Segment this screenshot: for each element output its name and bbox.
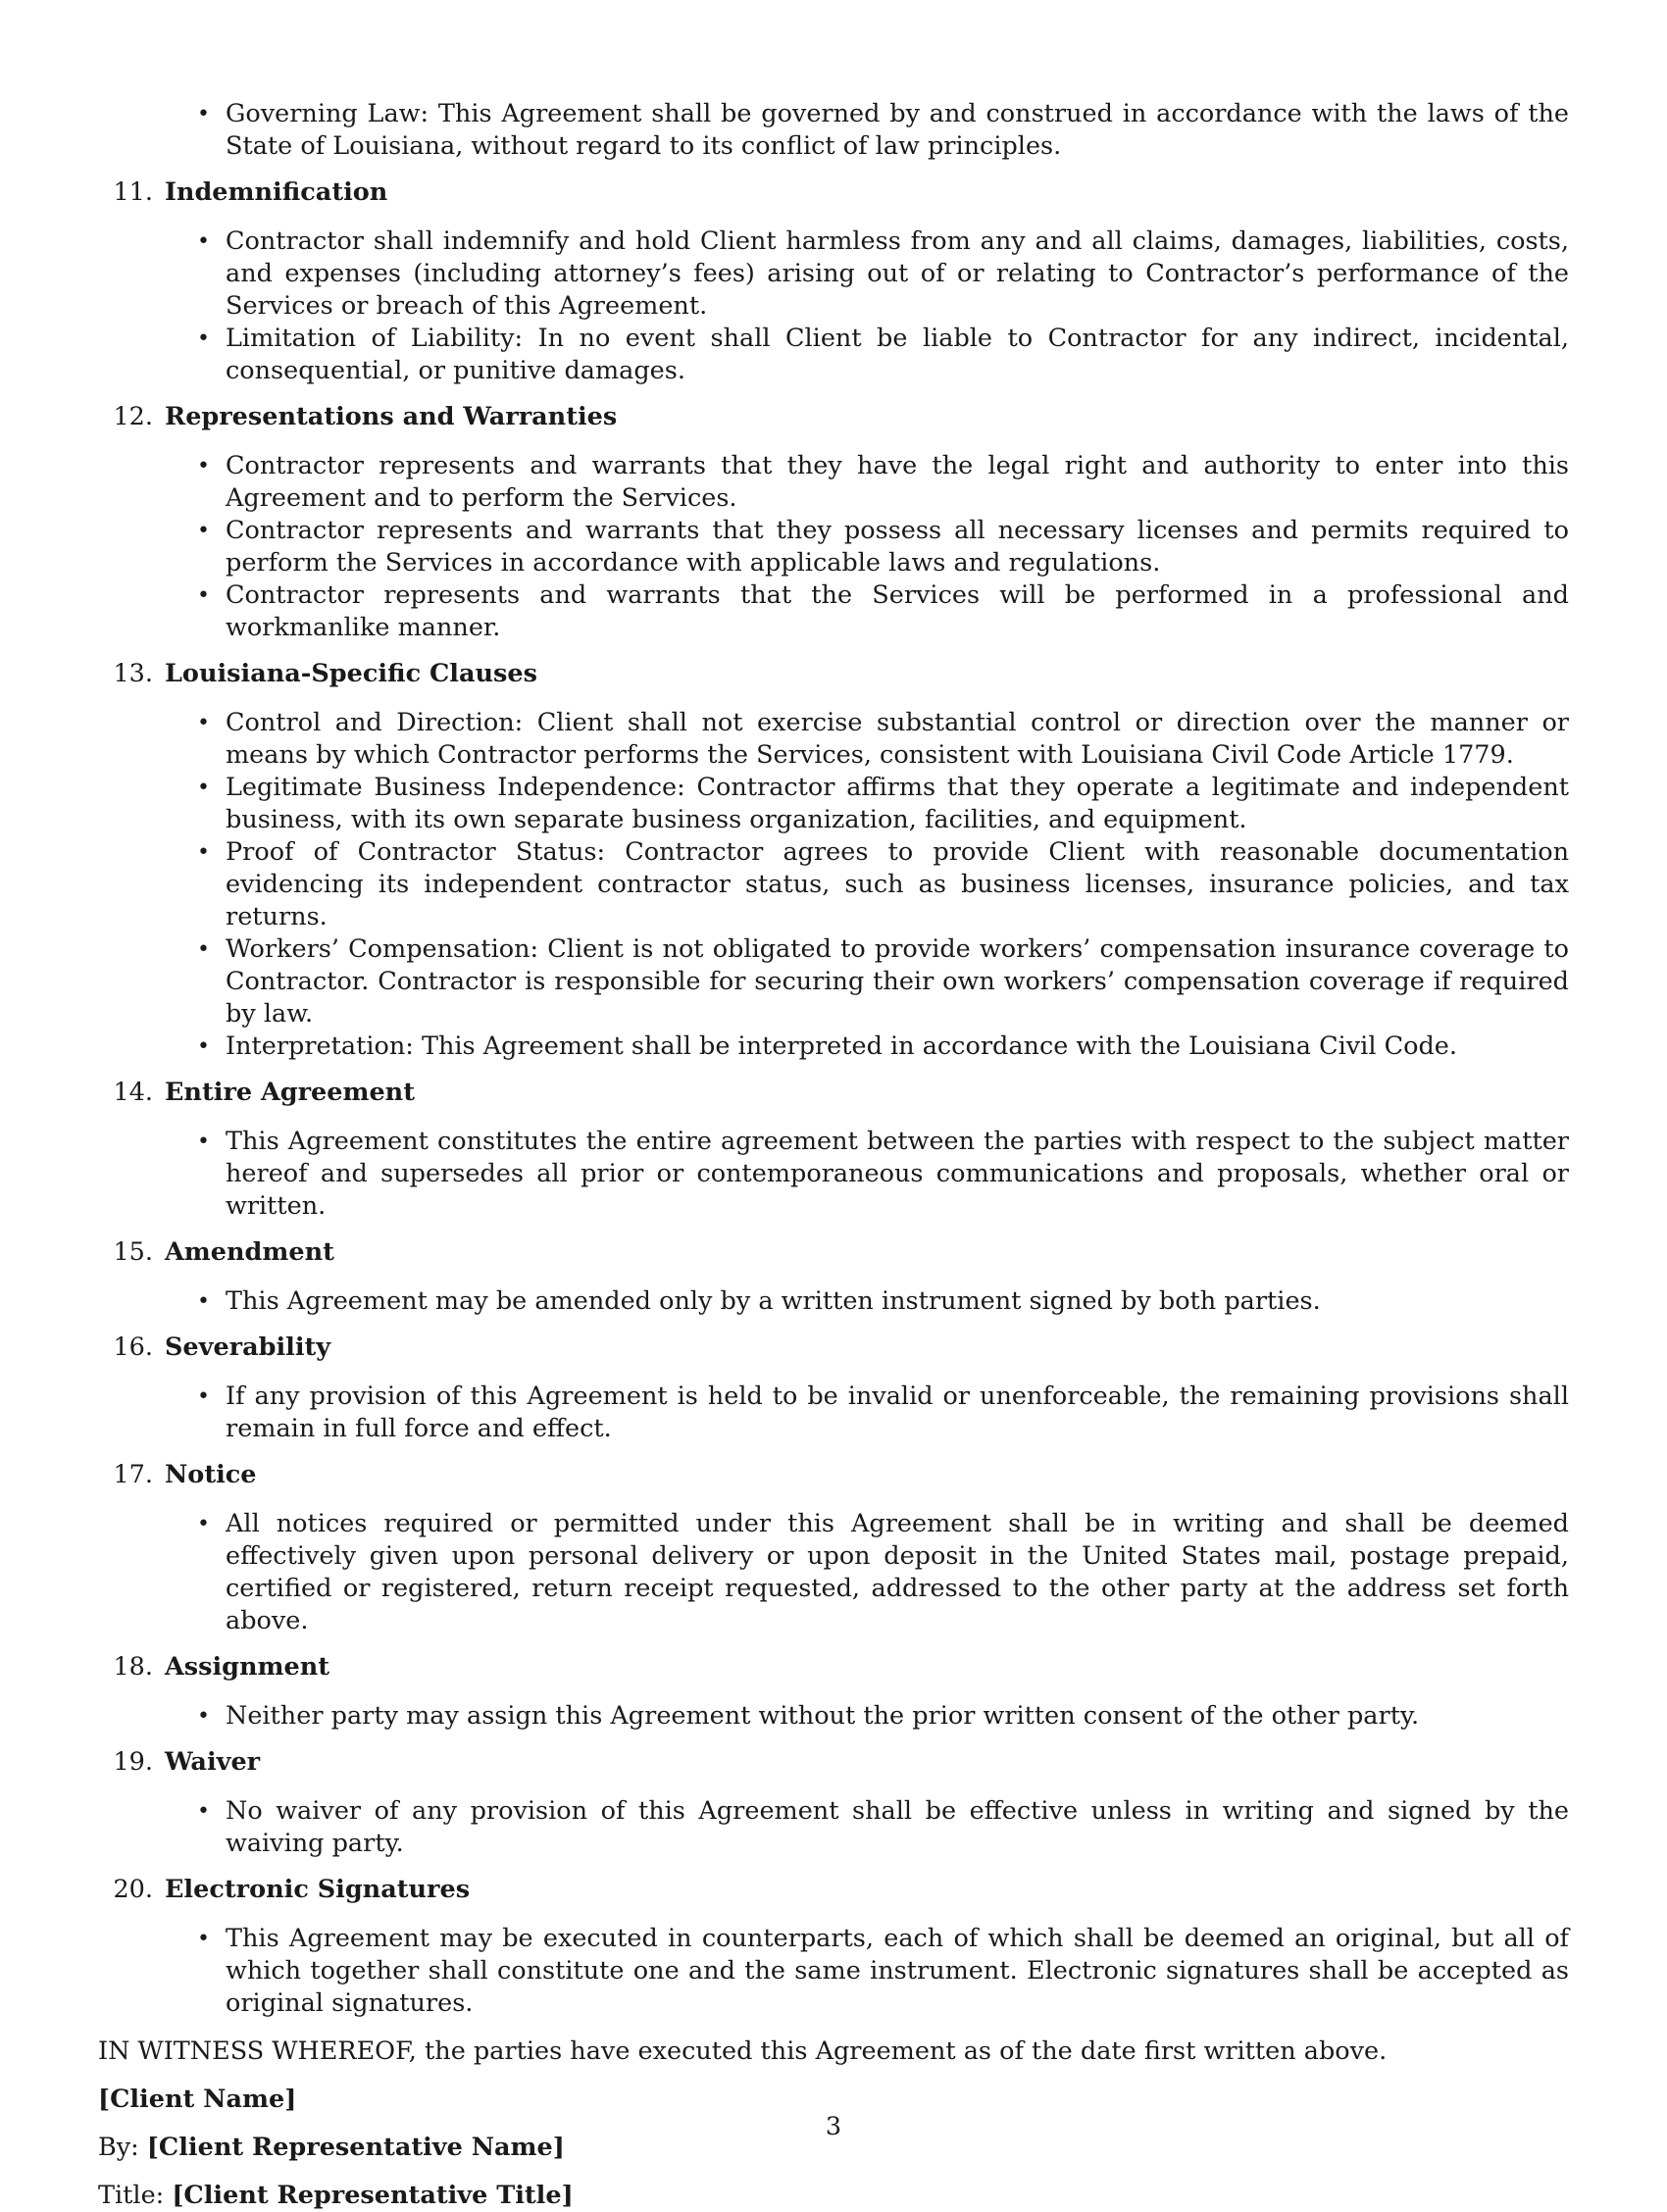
bullet-text: Control and Direction: Client shall not exercise substantial control or direction over the manner or means by which Contractor performs the Services, consistent with Louisiana Civil Code Article 1779. [226,708,1569,770]
list-item [197,1923,1569,2020]
bullet-text: Contractor represents and warrants that the Services will be performed in a professional and workmanlike manner. [226,580,1569,642]
list-item [197,1508,1569,1637]
section [98,1651,1569,1733]
bullet-icon: • [197,519,210,543]
section-heading [98,1077,1569,1109]
list-item [197,450,1569,515]
bullet-text: Legitimate Business Independence: Contractor affirms that they operate a legitimate and independent business, with its own separate business organization, facilities, and equipment. [226,773,1569,834]
bullet-text: Neither party may assign this Agreement without the prior written consent of the other party. [226,1701,1420,1731]
list-item [197,1795,1569,1860]
section-heading [98,1332,1569,1364]
bullet-list [197,1381,1569,1445]
section-title: Amendment [165,1237,334,1267]
section [98,1874,1569,2020]
bullet-icon: • [197,1130,210,1154]
bullet-icon: • [197,327,210,351]
section-number: 19. [113,1747,153,1777]
document-body [98,98,1569,2212]
section-number: 13. [113,659,153,688]
list-item [197,707,1569,772]
list-item [197,1381,1569,1445]
bullet-list [197,1126,1569,1223]
bullet-list [197,1923,1569,2020]
bullet-list [197,1285,1569,1318]
intro-bullet-list [197,98,1569,163]
list-item [197,98,1569,163]
bullet-icon: • [197,583,210,608]
bullet-icon: • [197,454,210,478]
rep-title-placeholder: [Client Representative Title] [172,2181,574,2210]
section [98,401,1569,644]
section [98,1236,1569,1318]
section-title: Entire Agreement [165,1078,415,1107]
list-item [197,1126,1569,1223]
bullet-text: Limitation of Liability: In no event shall Client be liable to Contractor for any indirect, incidental, consequential, or punitive damages. [226,324,1569,385]
list-item [197,1285,1569,1318]
section [98,176,1569,387]
section-number: 20. [113,1875,153,1904]
list-item [197,515,1569,579]
bullet-list [197,1700,1569,1733]
section-title: Electronic Signatures [165,1875,471,1904]
bullet-icon: • [197,1927,210,1951]
list-item [197,1700,1569,1733]
section-number: 14. [113,1078,153,1107]
bullet-icon: • [197,102,210,126]
list-item [197,226,1569,323]
title-label: Title: [98,2181,165,2210]
bullet-icon: • [197,711,210,735]
section-heading [98,1746,1569,1779]
section-number: 17. [113,1460,153,1489]
bullet-icon: • [197,840,210,865]
bullet-text: This Agreement may be amended only by a written instrument signed by both parties. [226,1286,1321,1316]
list-item [197,772,1569,836]
bullet-text: Contractor represents and warrants that they possess all necessary licenses and permits required to perform the Services in accordance with applicable laws and regulations. [226,516,1569,578]
section-heading [98,1874,1569,1906]
closing-statement: IN WITNESS WHEREOF, the parties have executed this Agreement as of the date first written above. [98,2036,1388,2066]
section-title: Notice [165,1460,257,1489]
bullet-text: This Agreement may be executed in counterparts, each of which shall be deemed an original, but all of which together shall constitute one and the same instrument. Electronic signatures shall be accepted as original signatures. [226,1924,1569,2018]
section-heading [98,176,1569,209]
section [98,658,1569,1063]
bullet-icon: • [197,1512,210,1536]
bullet-icon: • [197,1704,210,1729]
list-item [197,836,1569,933]
section-heading [98,1459,1569,1491]
section-title: Waiver [165,1747,261,1777]
section-heading [98,658,1569,690]
bullet-text: All notices required or permitted under this Agreement shall be in writing and shall be deemed effectively given upon personal delivery or upon deposit in the United States mail, postage prepaid, certified or registered, return receipt requested, addressed to the other party at the address set forth above. [226,1509,1569,1635]
bullet-list [197,1795,1569,1860]
section [98,1459,1569,1637]
section-title: Indemnification [165,177,388,207]
bullet-text: Contractor represents and warrants that they have the legal right and authority to enter into this Agreement and to perform the Services. [226,451,1569,513]
client-name-placeholder: [Client Name] [98,2085,297,2114]
section-title: Representations and Warranties [165,402,618,431]
bullet-icon: • [197,1384,210,1409]
bullet-list [197,450,1569,644]
section-number: 15. [113,1237,153,1267]
sections-container [98,176,1569,2020]
bullet-text: If any provision of this Agreement is held to be invalid or unenforceable, the remaining provisions shall remain in full force and effect. [226,1382,1569,1443]
section-number: 12. [113,402,153,431]
bullet-text: No waiver of any provision of this Agreement shall be effective unless in writing and signed by the waiving party. [226,1796,1569,1858]
bullet-text: Governing Law: This Agreement shall be governed by and construed in accordance with the laws of the State of Louisiana, without regard to its conflict of law principles. [226,99,1569,161]
bullet-icon: • [197,937,210,962]
section-number: 16. [113,1332,153,1362]
signature-title-line [98,2180,1569,2212]
bullet-text: Proof of Contractor Status: Contractor agrees to provide Client with reasonable documentation evidencing its independent contractor status, such as business licenses, insurance policies, and tax returns. [226,837,1569,931]
section [98,1332,1569,1445]
bullet-text: Contractor shall indemnify and hold Client harmless from any and all claims, damages, liabilities, costs, and expenses (including attorney’s fees) arising out of or relating to Contractor’s performance of the Services or breach of this Agreement. [226,226,1569,321]
bullet-icon: • [197,776,210,800]
bullet-icon: • [197,1289,210,1314]
bullet-text: Interpretation: This Agreement shall be interpreted in accordance with the Louisiana Civil Code. [226,1031,1457,1061]
bullet-text: This Agreement constitutes the entire agreement between the parties with respect to the subject matter hereof and supersedes all prior or contemporaneous communications and proposals, whether oral or written. [226,1127,1569,1221]
section [98,1077,1569,1223]
bullet-text: Workers’ Compensation: Client is not obligated to provide workers’ compensation insurance coverage to Contractor. Contractor is responsible for securing their own workers’ compensation coverage if required by law. [226,934,1569,1029]
bullet-list [197,226,1569,387]
list-item [197,1031,1569,1063]
list-item [197,933,1569,1031]
page-number: 3 [825,2112,842,2141]
section-heading [98,1236,1569,1269]
list-item [197,579,1569,644]
bullet-list [197,707,1569,1063]
section-title: Assignment [165,1652,330,1682]
section-heading [98,401,1569,433]
bullet-list [197,1508,1569,1637]
bullet-icon: • [197,1034,210,1059]
rep-name-placeholder: [Client Representative Name] [146,2133,565,2162]
section-title: Louisiana-Specific Clauses [165,659,537,688]
list-item [197,323,1569,387]
section [98,1746,1569,1860]
bullet-icon: • [197,1799,210,1824]
bullet-icon: • [197,229,210,254]
by-label: By: [98,2133,139,2162]
section-heading [98,1651,1569,1684]
section-number: 18. [113,1652,153,1682]
section-title: Severability [165,1332,331,1362]
section-number: 11. [113,177,153,207]
